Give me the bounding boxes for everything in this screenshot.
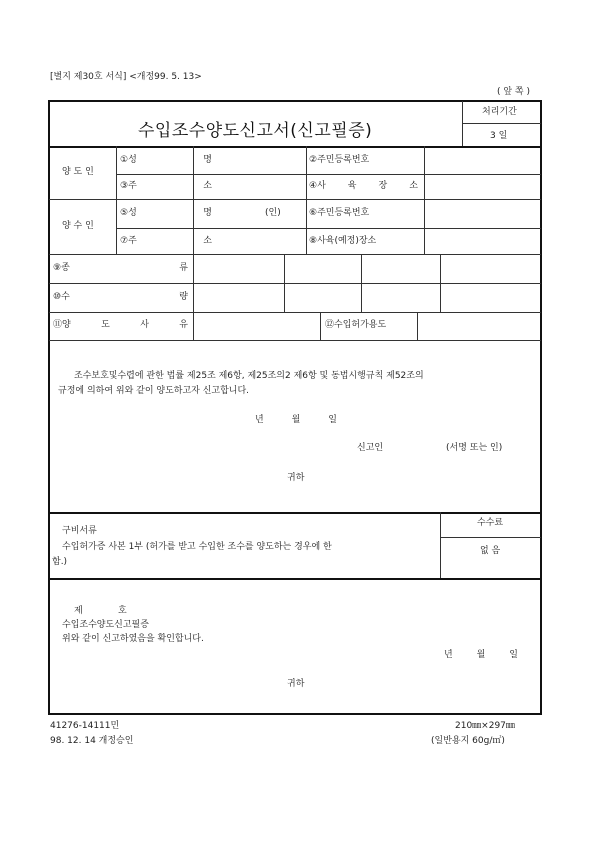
divider xyxy=(417,312,418,340)
fee-value: 없 음 xyxy=(480,546,501,556)
required-docs-title: 구비서류 xyxy=(62,526,97,536)
divider xyxy=(49,578,541,580)
divider xyxy=(49,254,541,255)
cert-title: 수입조수양도신고필증 xyxy=(62,620,149,630)
transferee-address-label: ⑦주 소 xyxy=(120,236,212,246)
species-label: ⑨종 류 xyxy=(53,263,188,273)
divider xyxy=(49,146,541,148)
form-title: 수입조수양도신고서(신고필증) xyxy=(138,121,373,141)
divider xyxy=(440,254,441,312)
divider xyxy=(462,123,541,124)
divider xyxy=(306,146,307,254)
declaration-date: 년 월 일 xyxy=(255,415,337,425)
page-side: ( 앞 쪽 ) xyxy=(497,87,530,97)
seal-mark: (인) xyxy=(265,208,281,218)
quantity-label: ⑩수 량 xyxy=(53,292,188,302)
divider xyxy=(361,254,362,312)
fee-label: 수수료 xyxy=(477,518,504,528)
processing-period-value: 3 일 xyxy=(490,131,508,141)
cert-date: 년 월 일 xyxy=(444,650,518,660)
transfer-reason-label: ⑪양 도 사 유 xyxy=(53,320,188,330)
breeding-place-label: ④사 육 장 소 xyxy=(309,181,418,191)
declarant-label: 신고인 xyxy=(357,443,384,453)
divider xyxy=(116,228,541,229)
form-reference: [별지 제30호 서식] <개정99. 5. 13> xyxy=(50,72,202,82)
cert-number-suffix: 호 xyxy=(118,606,127,616)
divider xyxy=(320,312,321,340)
transferor-id-label: ②주민등록번호 xyxy=(309,155,370,165)
required-docs-line-1: 수입허가증 사본 1부 (허가를 받고 수입한 조수를 양도하는 경우에 한 xyxy=(62,542,332,552)
cert-number-label: 제 xyxy=(74,606,83,616)
statement-line-1: 조수보호및수렵에 관한 법률 제25조 제6항, 제25조의2 제6항 및 동법시행규칙 제52조의 xyxy=(74,371,424,381)
paper-type: (일반용지 60g/㎡) xyxy=(431,736,505,746)
divider xyxy=(49,340,541,341)
transferee-label: 양 수 인 xyxy=(62,221,94,231)
cert-addressee: 귀하 xyxy=(287,679,305,689)
signature-note: (서명 또는 인) xyxy=(446,443,503,453)
divider xyxy=(284,254,285,312)
divider xyxy=(49,199,541,200)
form-code: 41276-14111민 xyxy=(50,721,120,731)
divider xyxy=(462,101,463,146)
divider xyxy=(116,174,541,175)
planned-breeding-place-label: ⑧사육(예정)장소 xyxy=(309,236,377,246)
paper-size: 210㎜×297㎜ xyxy=(455,721,515,731)
transferee-name-label: ⑤성 명 xyxy=(120,208,212,218)
divider xyxy=(49,312,541,313)
approval-date: 98. 12. 14 개정승인 xyxy=(50,736,134,746)
divider xyxy=(424,146,425,254)
cert-statement: 위와 같이 신고하였음을 확인합니다. xyxy=(62,634,204,644)
divider xyxy=(49,283,541,284)
statement-line-2: 규정에 의하여 위와 같이 양도하고자 신고합니다. xyxy=(58,386,250,396)
transferor-label: 양 도 인 xyxy=(62,167,94,177)
addressee: 귀하 xyxy=(287,473,305,483)
import-permit-purpose-label: ⑫수입허가용도 xyxy=(325,320,387,330)
divider xyxy=(440,537,541,538)
divider xyxy=(116,146,117,254)
transferor-address-label: ③주 소 xyxy=(120,181,212,191)
divider xyxy=(49,512,541,514)
transferor-name-label: ①성 명 xyxy=(120,155,212,165)
transferee-id-label: ⑥주민등록번호 xyxy=(309,208,370,218)
required-docs-line-2: 함.) xyxy=(52,557,68,567)
divider xyxy=(440,512,441,578)
processing-period-label: 처리기간 xyxy=(482,107,517,117)
